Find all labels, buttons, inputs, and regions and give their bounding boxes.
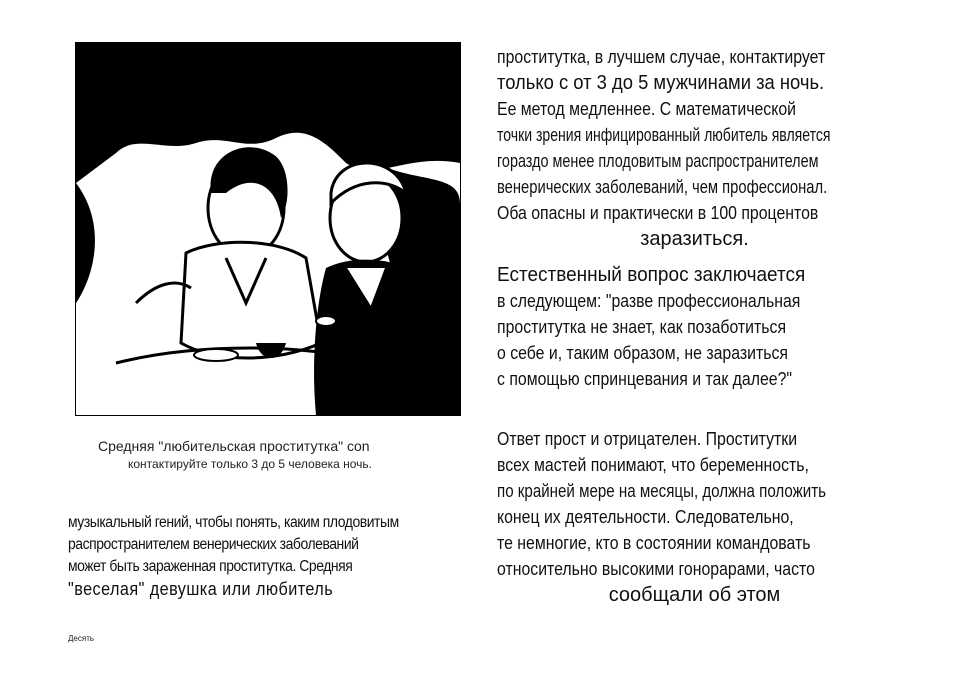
caption-line-1: Средняя "любительская проститутка" con (98, 438, 370, 454)
paragraph-line: венерических заболеваний, чем профессионал. (497, 177, 828, 197)
paragraph-line: только с от 3 до 5 мужчинами за ночь. (497, 72, 825, 94)
left-line: "веселая" девушка или любитель (68, 579, 334, 599)
page-footer-mark: Десять (68, 634, 95, 643)
paragraph-line: сообщали об этом (608, 584, 781, 606)
paragraph-line: Естественный вопрос заключается (497, 264, 806, 286)
illustration-drawing (76, 43, 460, 415)
paragraph-line: заразиться. (640, 228, 749, 250)
paragraph-line: проститутка не знает, как позаботиться (497, 317, 787, 337)
left-line: распространителем венерических заболеваний (68, 536, 359, 553)
paragraph-line: Оба опасны и практически в 100 процентов (497, 203, 819, 223)
paragraph-line: конец их деятельности. Следовательно, (497, 507, 794, 527)
paragraph-line: гораздо менее плодовитым распространителем (497, 151, 819, 171)
illustration-couple-at-table (75, 42, 461, 416)
left-line: музыкальный гений, чтобы понять, каким плодовитым (68, 514, 399, 531)
illustration-caption (98, 437, 458, 473)
paragraph-line: о себе и, таким образом, не заразиться (497, 343, 788, 363)
paragraph-line: Ответ прост и отрицателен. Проститутки (497, 429, 798, 449)
paragraph-3 (497, 426, 892, 608)
left-column-text (68, 512, 424, 600)
paragraph-line: с помощью спринцевания и так далее?" (497, 369, 793, 389)
paragraph-line: те немногие, кто в состоянии командовать (497, 533, 811, 553)
caption-line-2: контактируйте только 3 до 5 человека ночь. (128, 457, 373, 471)
paragraph-line: Ее метод медленнее. С математической (497, 99, 796, 119)
paragraph-line: точки зрения инфицированный любитель является (497, 125, 831, 145)
paragraph-2 (497, 262, 842, 392)
paragraph-line: всех мастей понимают, что беременность, (497, 455, 809, 475)
left-line: может быть зараженная проститутка. Средняя (68, 558, 353, 575)
paragraph-line: по крайней мере на месяцы, должна положить (497, 481, 827, 501)
paragraph-1 (497, 44, 925, 252)
paragraph-line: проститутка, в лучшем случае, контактирует (497, 47, 826, 67)
paragraph-line: в следующем: "разве профессиональная (497, 291, 801, 311)
paragraph-line: относительно высокими гонорарами, часто (497, 559, 815, 579)
